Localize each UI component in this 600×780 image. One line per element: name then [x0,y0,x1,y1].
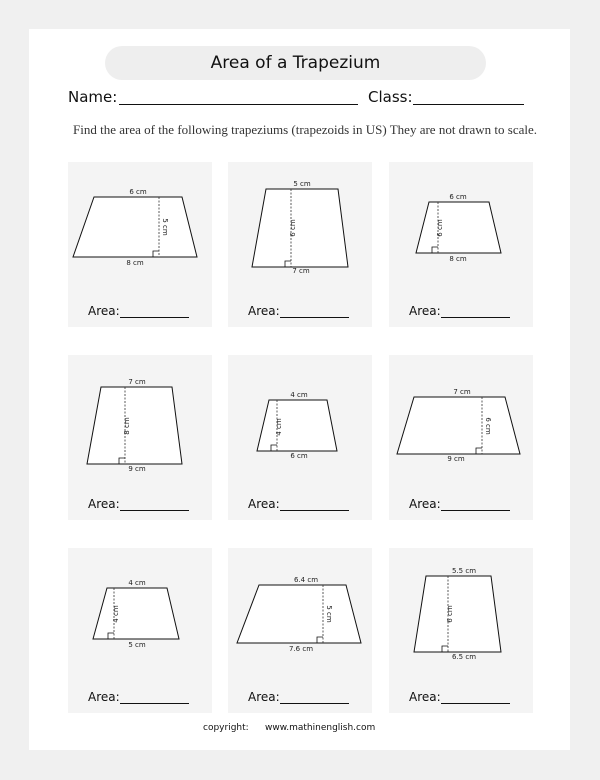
answer-line [120,317,189,318]
bottom-length-label: 7 cm [292,267,310,275]
height-label: 4 cm [275,418,283,436]
trapezium-figure [389,548,533,688]
area-label: Area: [248,690,280,704]
answer-line [280,703,349,704]
top-length-label: 5 cm [293,180,311,188]
problem-card-2 [228,162,372,327]
area-label: Area: [248,497,280,511]
website-link[interactable]: www.mathinenglish.com [265,723,376,733]
height-label: 5 cm [161,218,169,236]
problem-card-1 [68,162,212,327]
top-length-label: 7 cm [453,388,471,396]
height-label: 6 cm [446,605,454,623]
bottom-length-label: 8 cm [449,255,467,263]
trapezium-figure [68,355,212,495]
problem-card-6 [389,355,533,520]
area-label: Area: [88,304,120,318]
answer-line [280,317,349,318]
height-label: 5 cm [325,605,333,623]
trapezium-figure [68,162,212,302]
area-label: Area: [88,497,120,511]
height-label: 4 cm [112,605,120,623]
top-length-label: 5.5 cm [451,567,477,575]
height-label: 6 cm [436,219,444,237]
top-length-label: 4 cm [128,579,146,587]
name-label: Name: [68,88,118,106]
top-length-label: 6 cm [449,193,467,201]
problem-card-7 [68,548,212,713]
top-length-label: 6.4 cm [293,576,319,584]
height-label: 6 cm [484,417,492,435]
page-title: Area of a Trapezium [105,46,486,80]
trapezium-figure [228,162,372,302]
problem-card-9 [389,548,533,713]
area-label: Area: [409,304,441,318]
answer-line [280,510,349,511]
trapezium-figure [228,548,372,688]
top-length-label: 4 cm [290,391,308,399]
answer-line [120,510,189,511]
bottom-length-label: 8 cm [126,259,144,267]
top-length-label: 6 cm [129,188,147,196]
height-label: 8 cm [123,417,131,435]
problem-card-3 [389,162,533,327]
area-label: Area: [409,497,441,511]
bottom-length-label: 5 cm [128,641,146,649]
instructions: Find the area of the following trapeziums (trapezoids in US) They are not drawn to scale. [73,122,538,137]
bottom-length-label: 9 cm [128,465,146,473]
area-label: Area: [409,690,441,704]
height-label: 6 cm [289,219,297,237]
problem-card-5 [228,355,372,520]
bottom-length-label: 9 cm [447,455,465,463]
bottom-length-label: 6.5 cm [451,653,477,661]
answer-line [441,317,510,318]
copyright-label: copyright: [203,723,249,733]
area-label: Area: [88,690,120,704]
trapezium-figure [228,355,372,495]
problem-card-4 [68,355,212,520]
top-length-label: 7 cm [128,378,146,386]
name-field-line [119,104,358,105]
area-label: Area: [248,304,280,318]
bottom-length-label: 6 cm [290,452,308,460]
trapezium-figure [389,355,533,495]
answer-line [120,703,189,704]
trapezium-figure [389,162,533,302]
answer-line [441,510,510,511]
problem-card-8 [228,548,372,713]
bottom-length-label: 7.6 cm [288,645,314,653]
class-label: Class: [368,88,413,106]
answer-line [441,703,510,704]
trapezium-figure [68,548,212,688]
class-field-line [413,104,524,105]
